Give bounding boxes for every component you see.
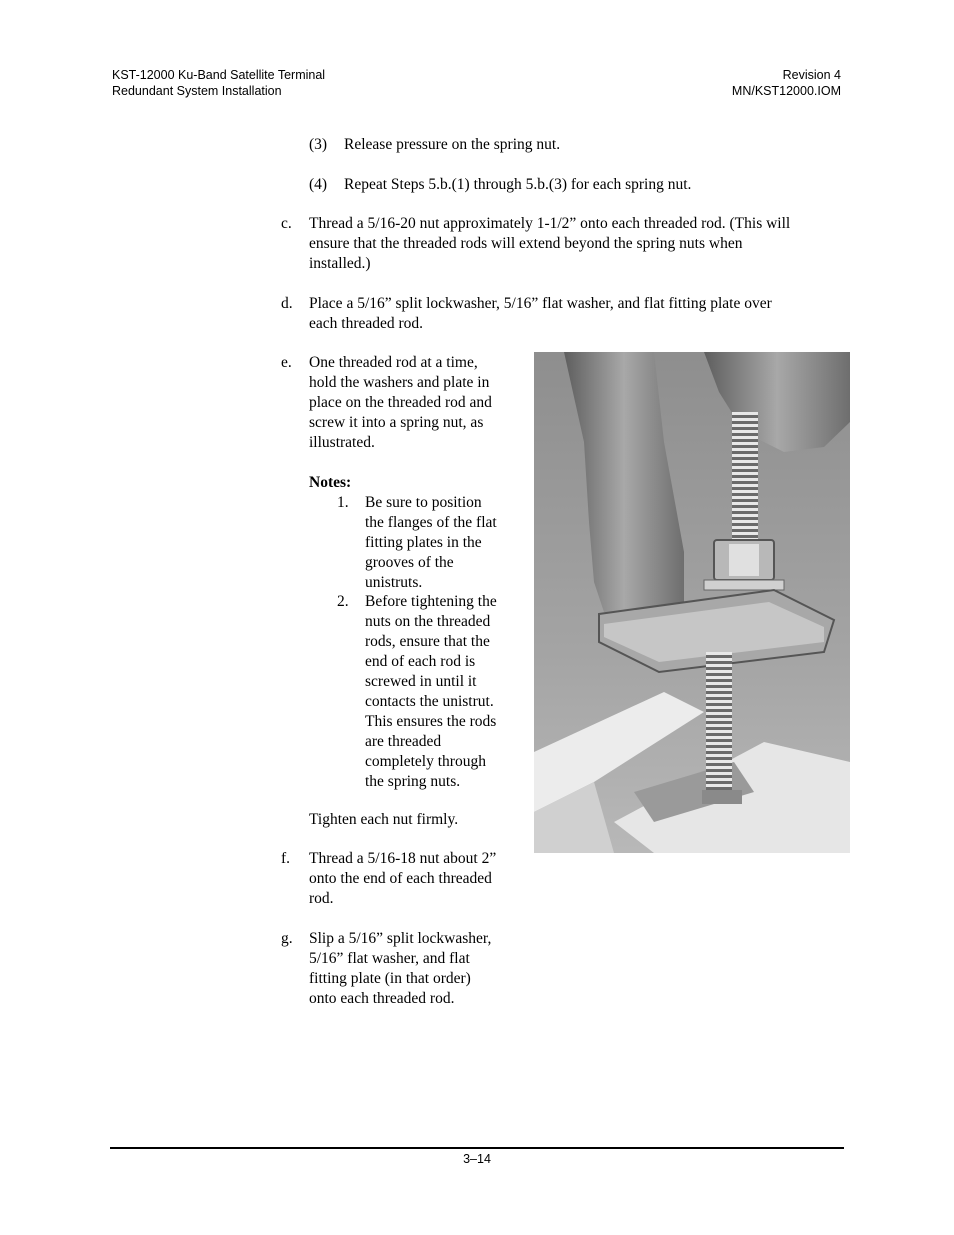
step-e-label: e. <box>281 354 292 371</box>
note-2-line: are threaded <box>365 733 442 750</box>
step-g-line: 5/16” flat washer, and flat <box>309 950 470 967</box>
note-2-line: screwed in until it <box>365 673 477 690</box>
step-g-label: g. <box>281 930 293 947</box>
note-1-line: the flanges of the flat <box>365 514 497 531</box>
step-f-line: rod. <box>309 890 334 907</box>
step-e-line: screw it into a spring nut, as <box>309 414 484 431</box>
step-e-line: illustrated. <box>309 434 375 451</box>
note-1-line: Be sure to position <box>365 494 482 511</box>
header-right <box>732 67 841 99</box>
note-2-line: rods, ensure that the <box>365 633 490 650</box>
step-d-line: each threaded rod. <box>309 315 424 332</box>
step-e-line: One threaded rod at a time, <box>309 354 478 371</box>
step-c-line: installed.) <box>309 255 371 272</box>
note-2-line: Before tightening the <box>365 593 497 610</box>
note-1-line: grooves of the <box>365 554 454 571</box>
note-2-line: end of each rod is <box>365 653 476 670</box>
washer <box>704 580 784 590</box>
step-g-line: Slip a 5/16” split lockwasher, <box>309 930 492 947</box>
step-4-text: Repeat Steps 5.b.(1) through 5.b.(3) for each spring nut. <box>344 176 692 193</box>
note-2-line: the spring nuts. <box>365 773 461 790</box>
step-3-text: Release pressure on the spring nut. <box>344 136 561 153</box>
note-2-number: 2. <box>337 593 349 610</box>
notes-heading-text: Notes: <box>309 474 352 491</box>
notes-heading <box>309 473 351 493</box>
step-4-label: (4) <box>309 176 328 193</box>
note-2-line: completely through <box>365 753 486 770</box>
step-3-label: (3) <box>309 136 328 153</box>
step-c-label: c. <box>281 215 292 232</box>
note-1-number: 1. <box>337 494 349 511</box>
section-title: Redundant System Installation <box>112 84 282 98</box>
step-d-label: d. <box>281 295 293 312</box>
note-1-line: fitting plates in the <box>365 534 482 551</box>
hex-nut-face <box>729 544 759 576</box>
step-e-line: place on the threaded rod and <box>309 394 492 411</box>
spring-nut <box>702 790 742 804</box>
page-number: 3–14 <box>463 1152 491 1166</box>
lower-threaded-rod <box>706 652 732 797</box>
header-left <box>112 67 325 99</box>
step-g-line: onto each threaded rod. <box>309 990 455 1007</box>
note-2-line: nuts on the threaded <box>365 613 491 630</box>
step-f-label: f. <box>281 850 291 867</box>
step-f-line: onto the end of each threaded <box>309 870 492 887</box>
note-1-line: unistruts. <box>365 574 423 591</box>
threaded-rod-installation-photo <box>534 352 850 853</box>
step-g-line: fitting plate (in that order) <box>309 970 471 987</box>
doc-title: KST-12000 Ku-Band Satellite Terminal <box>112 68 326 82</box>
revision: Revision 4 <box>782 68 841 82</box>
step-e-line: hold the washers and plate in <box>309 374 490 391</box>
footer-rule <box>110 1147 844 1149</box>
step-f-line: Thread a 5/16-18 nut about 2” <box>309 850 497 867</box>
step-e-closing: Tighten each nut firmly. <box>309 811 459 828</box>
step-c-line: Thread a 5/16-20 nut approximately 1-1/2” onto each threaded rod. (This will <box>309 215 791 232</box>
upper-threaded-rod <box>732 412 758 542</box>
note-2-line: contacts the unistrut. <box>365 693 494 710</box>
doc-number: MN/KST12000.IOM <box>731 84 841 98</box>
note-2-line: This ensures the rods <box>365 713 497 730</box>
step-d-line: Place a 5/16” split lockwasher, 5/16” flat washer, and flat fitting plate over <box>309 295 772 312</box>
step-c-line: ensure that the threaded rods will extend beyond the spring nuts when <box>309 235 743 252</box>
